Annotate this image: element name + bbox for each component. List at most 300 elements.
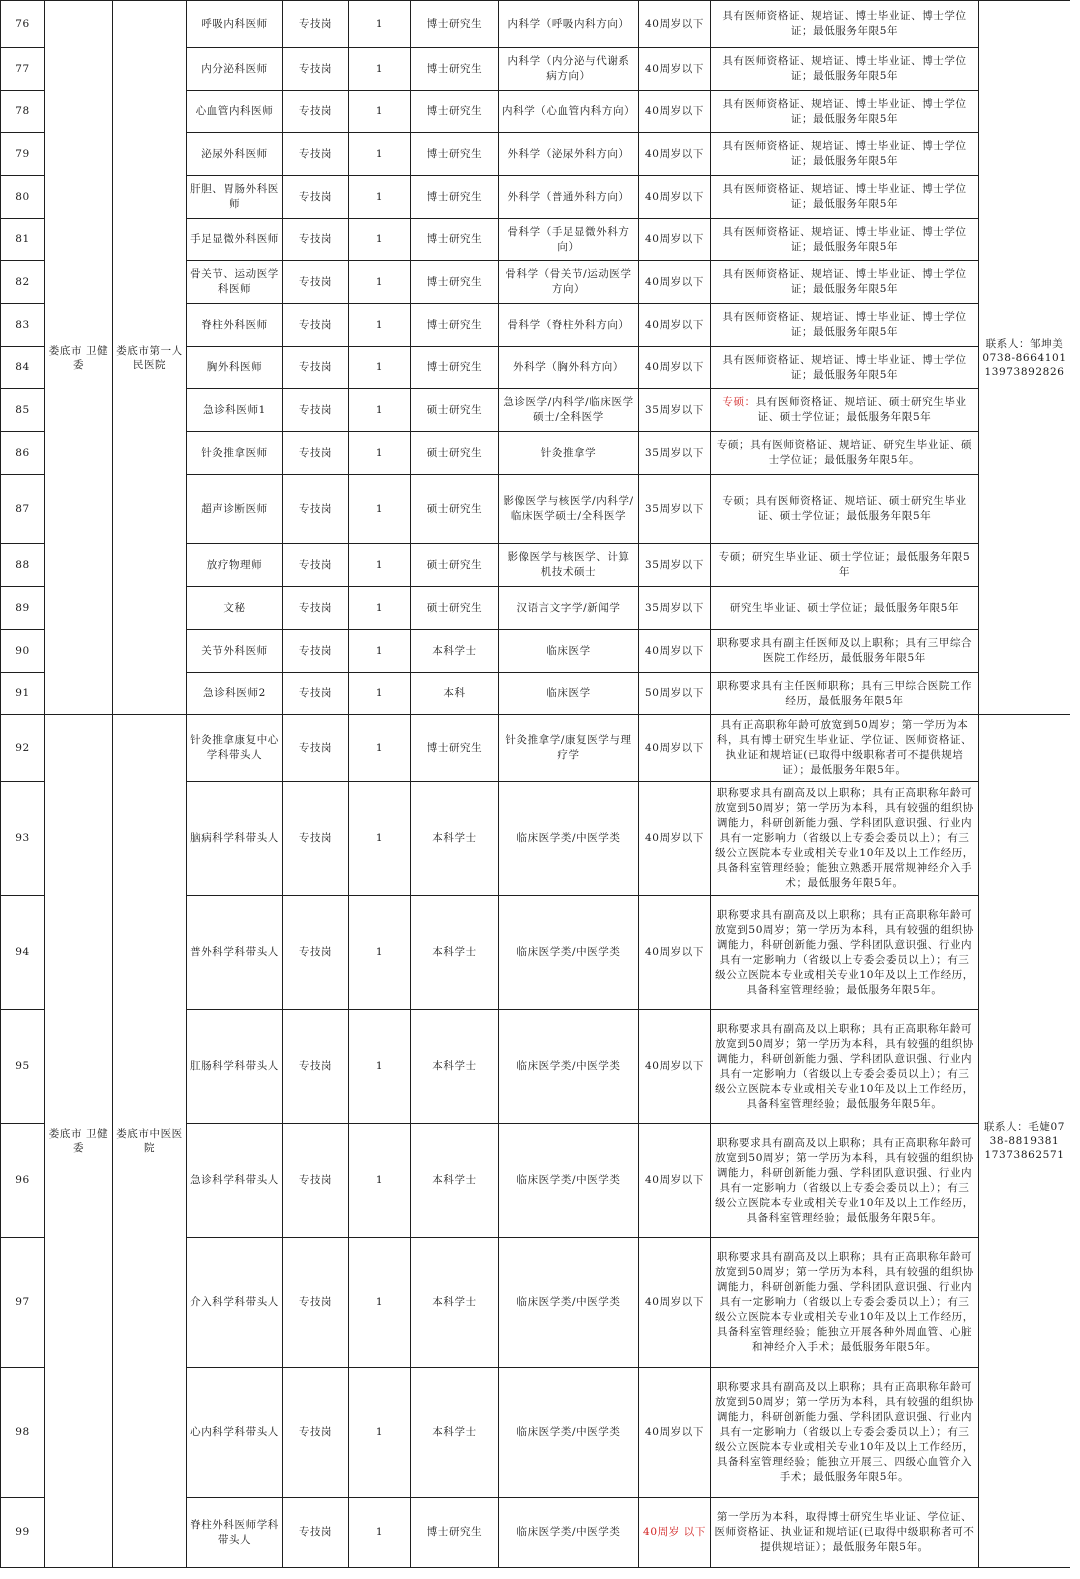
post-type-text: 专技岗 bbox=[298, 502, 333, 515]
post-type bbox=[282, 260, 349, 304]
education-text: 本科学士 bbox=[432, 946, 477, 958]
education bbox=[410, 672, 499, 715]
education-text: 硕士研究生 bbox=[426, 446, 483, 459]
row-number-text: 76 bbox=[15, 17, 30, 30]
requirements-text: 具有医师资格证、规培证、硕士研究生毕业证、硕士学位证；最低服务年限5年 bbox=[755, 396, 967, 423]
headcount-text: 1 bbox=[375, 502, 384, 515]
post-name bbox=[186, 895, 283, 1010]
post-type-text: 专技岗 bbox=[298, 446, 333, 459]
contact-cell-text: 联系人：毛婕07 38-8819381 17373862571 bbox=[983, 1121, 1066, 1161]
requirements bbox=[710, 586, 979, 630]
major-text: 影像医学与核医学、计算机技术硕士 bbox=[507, 551, 630, 578]
requirements bbox=[710, 218, 979, 261]
requirements-text: 具有医师资格证、规培证、博士毕业证、博士学位证；最低服务年限5年 bbox=[722, 353, 967, 381]
row-number bbox=[0, 47, 45, 91]
row-number-text: 94 bbox=[15, 946, 30, 958]
age-limit bbox=[638, 175, 711, 219]
age-limit-text: 35周岁以下 bbox=[645, 403, 704, 416]
headcount-text: 1 bbox=[375, 105, 384, 117]
post-name bbox=[186, 781, 283, 896]
row-number-text: 86 bbox=[15, 446, 30, 459]
post-type-text: 专技岗 bbox=[298, 1426, 333, 1438]
major-text: 内科学（呼吸内科方向） bbox=[507, 17, 630, 30]
requirements bbox=[710, 543, 979, 587]
education bbox=[410, 629, 499, 673]
age-limit bbox=[638, 132, 711, 176]
major bbox=[498, 1009, 639, 1124]
headcount bbox=[348, 90, 411, 133]
major bbox=[498, 175, 639, 219]
education bbox=[410, 346, 499, 389]
age-limit-text: 40周岁 以下 bbox=[643, 1526, 706, 1538]
row-number-text: 91 bbox=[15, 687, 30, 699]
post-type bbox=[282, 1009, 349, 1124]
headcount bbox=[348, 132, 411, 176]
major bbox=[498, 474, 639, 544]
post-type bbox=[282, 0, 349, 48]
post-name bbox=[186, 260, 283, 304]
row-number-text: 96 bbox=[15, 1174, 30, 1186]
requirements bbox=[710, 474, 979, 544]
age-limit bbox=[638, 303, 711, 347]
major bbox=[498, 346, 639, 389]
post-type bbox=[282, 1237, 349, 1368]
age-limit-text: 40周岁以下 bbox=[645, 361, 704, 373]
post-type-text: 专技岗 bbox=[298, 275, 333, 288]
age-limit-text: 40周岁以下 bbox=[645, 105, 704, 117]
post-type-text: 专技岗 bbox=[298, 1174, 333, 1186]
age-limit-text: 40周岁以下 bbox=[645, 1296, 704, 1308]
post-type bbox=[282, 672, 349, 715]
row-number bbox=[0, 1009, 45, 1124]
post-type-text: 专技岗 bbox=[298, 105, 333, 117]
headcount-text: 1 bbox=[375, 558, 384, 571]
headcount-text: 1 bbox=[375, 687, 384, 699]
requirements-prefix: 专硕： bbox=[722, 396, 756, 408]
education-text: 本科 bbox=[443, 687, 466, 699]
age-limit bbox=[638, 781, 711, 896]
post-name-text: 针灸推拿康复中心学科带头人 bbox=[190, 734, 279, 761]
requirements bbox=[710, 1009, 979, 1124]
post-name bbox=[186, 47, 283, 91]
post-name-text: 内分泌科医师 bbox=[201, 62, 268, 75]
post-name bbox=[186, 1123, 283, 1238]
headcount-text: 1 bbox=[375, 233, 384, 245]
row-number bbox=[0, 1123, 45, 1238]
row-number-text: 90 bbox=[15, 644, 30, 657]
headcount-text: 1 bbox=[375, 1060, 384, 1072]
headcount bbox=[348, 175, 411, 219]
education bbox=[410, 714, 499, 782]
major bbox=[498, 586, 639, 630]
row-number bbox=[0, 1237, 45, 1368]
requirements-text: 职称要求具有副高及以上职称；具有正高职称年龄可放宽到50周岁；第一学历为本科，具有较强的组织协调能力，科研创新能力强、学科团队意识强、行业内具有一定影响力（省级以上专委会委员以上）；有三级公立医院本专业或相关专业10年及以上工作经历，具备科室管理经验；最低服务年限5年。 bbox=[715, 1022, 974, 1110]
age-limit-text: 50周岁以下 bbox=[645, 687, 704, 699]
headcount-text: 1 bbox=[375, 601, 384, 614]
post-type-text: 专技岗 bbox=[298, 601, 333, 614]
education bbox=[410, 132, 499, 176]
post-type-text: 专技岗 bbox=[298, 147, 333, 160]
major-text: 内科学（内分泌与代谢系病方向） bbox=[507, 55, 630, 82]
age-limit bbox=[638, 47, 711, 91]
row-number-text: 97 bbox=[15, 1296, 30, 1308]
major-text: 临床医学 bbox=[546, 687, 591, 699]
row-number bbox=[0, 218, 45, 261]
post-type-text: 专技岗 bbox=[298, 318, 333, 331]
row-number-text: 84 bbox=[15, 361, 30, 373]
row-number-text: 80 bbox=[15, 190, 30, 203]
age-limit bbox=[638, 0, 711, 48]
age-limit-text: 40周岁以下 bbox=[645, 644, 704, 657]
row-number bbox=[0, 586, 45, 630]
row-number bbox=[0, 90, 45, 133]
major bbox=[498, 218, 639, 261]
post-name-text: 骨关节、运动医学科医师 bbox=[190, 268, 279, 295]
requirements bbox=[710, 132, 979, 176]
row-number bbox=[0, 474, 45, 544]
education-text: 硕士研究生 bbox=[426, 403, 483, 416]
education bbox=[410, 586, 499, 630]
major-text: 临床医学类/中医学类 bbox=[516, 1174, 621, 1186]
major-text: 临床医学类/中医学类 bbox=[516, 1060, 621, 1072]
education bbox=[410, 543, 499, 587]
education-text: 本科学士 bbox=[432, 644, 477, 657]
education bbox=[410, 474, 499, 544]
headcount bbox=[348, 346, 411, 389]
post-name-text: 肛肠科学科带头人 bbox=[190, 1060, 279, 1072]
headcount-text: 1 bbox=[375, 644, 384, 657]
row-number bbox=[0, 260, 45, 304]
requirements-text: 职称要求具有副高及以上职称；具有正高职称年龄可放宽到50周岁；第一学历为本科，具有较强的组织协调能力，科研创新能力强、学科团队意识强、行业内具有一定影响力（省级以上专委会委员以上）；有三级公立医院本专业或相关专业10年及以上工作经历，具备科室管理经验；最低服务年限5年。 bbox=[715, 908, 974, 996]
requirements bbox=[710, 1237, 979, 1368]
major bbox=[498, 388, 639, 432]
post-type-text: 专技岗 bbox=[298, 644, 333, 657]
age-limit bbox=[638, 1123, 711, 1238]
requirements-text: 具有医师资格证、规培证、博士毕业证、博士学位证；最低服务年限5年 bbox=[722, 97, 967, 125]
requirements-text: 第一学历为本科，取得博士研究生毕业证、学位证、医师资格证、执业证和规培证(已取得中级职称者可不提供规培证）；最低服务年限5年。 bbox=[714, 1511, 975, 1553]
age-limit bbox=[638, 714, 711, 782]
post-name-text: 脑病科学科带头人 bbox=[190, 832, 279, 844]
education-text: 本科学士 bbox=[432, 832, 477, 844]
row-number bbox=[0, 175, 45, 219]
age-limit bbox=[638, 218, 711, 261]
row-number bbox=[0, 895, 45, 1010]
major bbox=[498, 1237, 639, 1368]
post-name-text: 放疗物理师 bbox=[206, 558, 263, 571]
requirements bbox=[710, 303, 979, 347]
requirements bbox=[710, 1497, 979, 1568]
education bbox=[410, 1123, 499, 1238]
post-type-text: 专技岗 bbox=[298, 1060, 333, 1072]
row-number bbox=[0, 672, 45, 715]
major-text: 临床医学 bbox=[546, 644, 591, 657]
requirements-text: 职称要求具有副主任医师及以上职称；具有三甲综合医院工作经历，最低服务年限5年 bbox=[716, 637, 973, 664]
education bbox=[410, 1009, 499, 1124]
requirements bbox=[710, 431, 979, 475]
age-limit bbox=[638, 346, 711, 389]
headcount bbox=[348, 1237, 411, 1368]
education bbox=[410, 47, 499, 91]
headcount bbox=[348, 1497, 411, 1568]
requirements bbox=[710, 260, 979, 304]
authority-cell-text: 娄底市 卫健委 bbox=[48, 344, 109, 371]
requirements bbox=[710, 346, 979, 389]
row-number bbox=[0, 431, 45, 475]
headcount-text: 1 bbox=[375, 275, 384, 288]
post-type bbox=[282, 629, 349, 673]
education-text: 博士研究生 bbox=[426, 275, 483, 288]
post-type bbox=[282, 431, 349, 475]
post-name-text: 超声诊断医师 bbox=[201, 502, 268, 515]
headcount bbox=[348, 431, 411, 475]
requirements bbox=[710, 0, 979, 48]
education-text: 博士研究生 bbox=[426, 105, 483, 117]
post-name-text: 心血管内科医师 bbox=[195, 105, 274, 117]
major bbox=[498, 714, 639, 782]
post-name-text: 肝胆、胃肠外科医师 bbox=[190, 183, 279, 210]
headcount-text: 1 bbox=[375, 147, 384, 160]
post-type-text: 专技岗 bbox=[298, 741, 333, 754]
education-text: 博士研究生 bbox=[426, 17, 483, 30]
row-number bbox=[0, 1367, 45, 1498]
requirements-text: 职称要求具有副高及以上职称；具有正高职称年龄可放宽到50周岁；第一学历为本科，具有较强的组织协调能力，科研创新能力强、学科团队意识强、行业内具有一定影响力（省级以上专委会委员以上）；有三级公立医院本专业或相关专业10年及以上工作经历，具备科室管理经验；能独立开展各种外周血管、心脏和神经介入手术；最低服务年限5年。 bbox=[715, 1251, 974, 1353]
post-name bbox=[186, 1009, 283, 1124]
education bbox=[410, 388, 499, 432]
education-text: 硕士研究生 bbox=[426, 558, 483, 571]
unit-name-cell bbox=[112, 714, 187, 1568]
post-name bbox=[186, 672, 283, 715]
requirements-text: 具有医师资格证、规培证、博士毕业证、博士学位证；最低服务年限5年 bbox=[722, 140, 967, 167]
unit-name-cell bbox=[112, 0, 187, 715]
requirements-text: 具有医师资格证、规培证、博士毕业证、博士学位证；最低服务年限5年 bbox=[722, 225, 967, 253]
post-name bbox=[186, 218, 283, 261]
row-number bbox=[0, 543, 45, 587]
row-number-text: 89 bbox=[15, 601, 30, 614]
age-limit-text: 40周岁以下 bbox=[645, 190, 704, 203]
requirements bbox=[710, 175, 979, 219]
age-limit-text: 40周岁以下 bbox=[645, 233, 704, 245]
age-limit bbox=[638, 431, 711, 475]
major bbox=[498, 1367, 639, 1498]
authority-cell-text: 娄底市 卫健委 bbox=[48, 1128, 109, 1154]
major bbox=[498, 132, 639, 176]
post-type bbox=[282, 47, 349, 91]
headcount-text: 1 bbox=[375, 17, 384, 30]
headcount bbox=[348, 543, 411, 587]
headcount-text: 1 bbox=[375, 446, 384, 459]
post-type bbox=[282, 1123, 349, 1238]
contact-cell bbox=[978, 714, 1071, 1568]
education bbox=[410, 1237, 499, 1368]
age-limit bbox=[638, 1497, 711, 1568]
age-limit-text: 40周岁以下 bbox=[645, 62, 704, 75]
education-text: 博士研究生 bbox=[426, 741, 483, 754]
post-name bbox=[186, 90, 283, 133]
headcount bbox=[348, 260, 411, 304]
major-text: 临床医学类/中医学类 bbox=[516, 1526, 621, 1538]
major-text: 急诊医学/内科学/临床医学硕士/全科医学 bbox=[503, 396, 634, 423]
requirements-text: 具有医师资格证、规培证、博士毕业证、博士学位证；最低服务年限5年 bbox=[722, 183, 967, 210]
age-limit-text: 40周岁以下 bbox=[645, 147, 704, 160]
major bbox=[498, 90, 639, 133]
major-text: 针灸推拿学/康复医学与理疗学 bbox=[505, 734, 632, 761]
page-edge bbox=[1070, 0, 1072, 1579]
major bbox=[498, 0, 639, 48]
major-text: 内科学（心血管内科方向） bbox=[502, 105, 636, 117]
row-number-text: 83 bbox=[15, 318, 30, 331]
major-text: 临床医学类/中医学类 bbox=[516, 1426, 621, 1438]
row-number bbox=[0, 629, 45, 673]
post-name-text: 呼吸内科医师 bbox=[201, 17, 268, 30]
education-text: 博士研究生 bbox=[426, 1526, 483, 1538]
row-number-text: 92 bbox=[15, 741, 30, 754]
post-type bbox=[282, 303, 349, 347]
post-type-text: 专技岗 bbox=[298, 17, 333, 30]
row-number bbox=[0, 781, 45, 896]
requirements-text: 具有医师资格证、规培证、博士毕业证、博士学位证；最低服务年限5年 bbox=[722, 268, 967, 295]
age-limit bbox=[638, 474, 711, 544]
education bbox=[410, 781, 499, 896]
major bbox=[498, 47, 639, 91]
headcount-text: 1 bbox=[375, 946, 384, 958]
education-text: 博士研究生 bbox=[426, 190, 483, 203]
education-text: 本科学士 bbox=[432, 1174, 477, 1186]
post-type bbox=[282, 895, 349, 1010]
major-text: 外科学（普通外科方向） bbox=[507, 190, 630, 203]
post-name bbox=[186, 1237, 283, 1368]
post-type bbox=[282, 388, 349, 432]
education-text: 硕士研究生 bbox=[426, 502, 483, 515]
headcount bbox=[348, 218, 411, 261]
education-text: 硕士研究生 bbox=[426, 601, 483, 614]
row-number bbox=[0, 132, 45, 176]
authority-cell bbox=[44, 0, 113, 715]
age-limit-text: 40周岁以下 bbox=[645, 275, 704, 288]
requirements-wrap bbox=[714, 395, 975, 425]
post-name-text: 急诊科医师1 bbox=[203, 403, 266, 416]
age-limit bbox=[638, 586, 711, 630]
major bbox=[498, 303, 639, 347]
post-type-text: 专技岗 bbox=[298, 361, 333, 373]
education bbox=[410, 1367, 499, 1498]
row-number-text: 88 bbox=[15, 558, 30, 571]
requirements-text: 专硕；研究生毕业证、硕士学位证；最低服务年限5年 bbox=[718, 551, 971, 578]
post-name bbox=[186, 714, 283, 782]
major bbox=[498, 781, 639, 896]
age-limit-text: 35周岁以下 bbox=[645, 601, 704, 614]
headcount bbox=[348, 303, 411, 347]
requirements-text: 具有正高职称年龄可放宽到50周岁；第一学历为本科，具有博士研究生毕业证、学位证、医师资格证、执业证和规培证(已取得中级职称者可不提供规培证）；最低服务年限5年。 bbox=[716, 719, 973, 776]
post-type-text: 专技岗 bbox=[298, 558, 333, 571]
age-limit-text: 40周岁以下 bbox=[645, 946, 704, 958]
age-limit-text: 35周岁以下 bbox=[645, 446, 704, 459]
post-name-text: 介入科学科带头人 bbox=[190, 1296, 279, 1308]
row-number-text: 85 bbox=[15, 403, 30, 416]
post-name bbox=[186, 0, 283, 48]
major bbox=[498, 431, 639, 475]
row-number bbox=[0, 0, 45, 48]
contact-cell-text: 联系人：邹坤美 0738-8664101 13973892826 bbox=[982, 337, 1067, 378]
age-limit-text: 40周岁以下 bbox=[645, 318, 704, 331]
post-name bbox=[186, 175, 283, 219]
requirements-text: 具有医师资格证、规培证、博士毕业证、博士学位证；最低服务年限5年 bbox=[722, 10, 967, 37]
headcount-text: 1 bbox=[375, 1426, 384, 1438]
headcount bbox=[348, 672, 411, 715]
headcount bbox=[348, 1123, 411, 1238]
education bbox=[410, 303, 499, 347]
post-name-text: 文秘 bbox=[223, 601, 246, 614]
headcount bbox=[348, 781, 411, 896]
row-number-text: 93 bbox=[15, 832, 30, 844]
row-number-text: 81 bbox=[15, 233, 30, 245]
age-limit bbox=[638, 895, 711, 1010]
headcount bbox=[348, 0, 411, 48]
authority-cell bbox=[44, 714, 113, 1568]
education bbox=[410, 0, 499, 48]
headcount-text: 1 bbox=[375, 190, 384, 203]
major bbox=[498, 672, 639, 715]
age-limit-text: 35周岁以下 bbox=[645, 558, 704, 571]
major bbox=[498, 1123, 639, 1238]
post-name bbox=[186, 346, 283, 389]
age-limit-text: 40周岁以下 bbox=[645, 832, 704, 844]
major-text: 骨科学（脊柱外科方向） bbox=[507, 318, 630, 331]
post-type-text: 专技岗 bbox=[298, 946, 333, 958]
post-type bbox=[282, 714, 349, 782]
headcount bbox=[348, 586, 411, 630]
major bbox=[498, 260, 639, 304]
post-type bbox=[282, 586, 349, 630]
row-number-text: 87 bbox=[15, 502, 30, 515]
headcount-text: 1 bbox=[375, 318, 384, 331]
headcount-text: 1 bbox=[375, 1526, 384, 1538]
post-name-text: 脊柱外科医师 bbox=[201, 318, 268, 331]
requirements-text: 专硕；具有医师资格证、规培证、硕士研究生毕业证、硕士学位证；最低服务年限5年 bbox=[722, 495, 967, 522]
requirements-text: 职称要求具有副高及以上职称；具有正高职称年龄可放宽到50周岁；第一学历为本科，具有较强的组织协调能力，科研创新能力强、学科团队意识强、行业内具有一定影响力（省级以上专委会委员以上）；有三级公立医院本专业或相关专业10年及以上工作经历，具备科室管理经验；最低服务年限5年。 bbox=[715, 1136, 974, 1224]
post-type bbox=[282, 132, 349, 176]
major-text: 影像医学与核医学/内科学/临床医学硕士/全科医学 bbox=[503, 495, 634, 522]
post-name bbox=[186, 543, 283, 587]
requirements bbox=[710, 629, 979, 673]
post-type-text: 专技岗 bbox=[298, 190, 333, 203]
contact-cell bbox=[978, 0, 1071, 715]
headcount-text: 1 bbox=[375, 62, 384, 75]
major-text: 针灸推拿学 bbox=[540, 446, 597, 459]
post-name-text: 脊柱外科医师学科带头人 bbox=[190, 1518, 279, 1546]
requirements-text: 专硕；具有医师资格证、规培证、研究生毕业证、硕士学位证；最低服务年限5年。 bbox=[716, 439, 973, 466]
post-name-text: 急诊科医师2 bbox=[203, 687, 266, 699]
headcount-text: 1 bbox=[375, 1296, 384, 1308]
age-limit bbox=[638, 388, 711, 432]
age-limit bbox=[638, 260, 711, 304]
education-text: 本科学士 bbox=[432, 1060, 477, 1072]
requirements bbox=[710, 1367, 979, 1498]
requirements bbox=[710, 895, 979, 1010]
post-name-text: 急诊科学科带头人 bbox=[190, 1174, 279, 1186]
education-text: 本科学士 bbox=[432, 1296, 477, 1308]
post-type bbox=[282, 90, 349, 133]
post-name-text: 关节外科医师 bbox=[201, 644, 268, 657]
major-text: 临床医学类/中医学类 bbox=[516, 946, 621, 958]
row-number bbox=[0, 714, 45, 782]
headcount-text: 1 bbox=[375, 361, 384, 373]
headcount bbox=[348, 629, 411, 673]
post-type-text: 专技岗 bbox=[298, 687, 333, 699]
post-type bbox=[282, 346, 349, 389]
post-type-text: 专技岗 bbox=[298, 1526, 333, 1538]
row-number-text: 98 bbox=[15, 1426, 30, 1438]
requirements-text: 职称要求具有副高及以上职称；具有正高职称年龄可放宽到50周岁；第一学历为本科，具有较强的组织协调能力，科研创新能力强、学科团队意识强、行业内具有一定影响力（省级以上专委会委员以上）；有三级公立医院本专业或相关专业10年及以上工作经历，具备科室管理经验；能独立熟悉开展常规神经介入手术；最低服务年限5年。 bbox=[715, 787, 974, 889]
